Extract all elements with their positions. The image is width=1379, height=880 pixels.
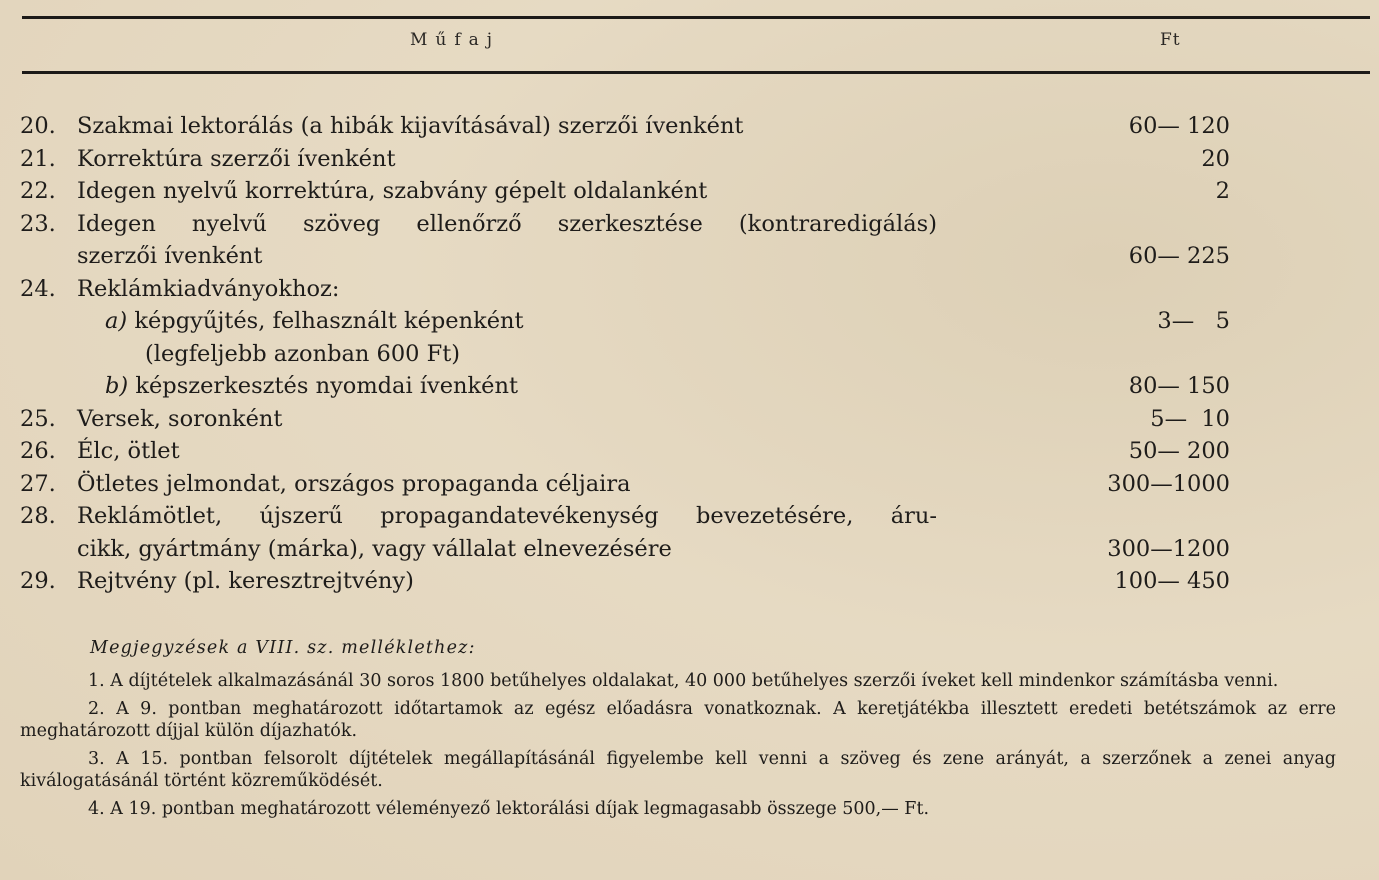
row-description: Élc, ötlet [77, 438, 180, 464]
table-row [20, 468, 1230, 501]
row-description: Reklámötlet, újszerű propagandatevékenység bevezetésére, áru- cikk, gyártmány (márka), vagy vállalat elnevezésére [77, 503, 937, 562]
sub-item-letter: b) [105, 373, 129, 399]
notes-section [20, 638, 1336, 826]
row-description: Reklámkiadványokhoz: [77, 275, 340, 302]
row-number: 22. [20, 178, 56, 204]
note-paragraph: 2. A 9. pontban meghatározott időtartamok az egész előadásra vonatkoznak. A keretjátékba illesztett eredeti betétszámok az erre meghatározott díjjal külön díjazhatók. [20, 699, 1336, 741]
row-price: 300—1200 [1107, 535, 1230, 562]
table-subrow [20, 370, 1230, 403]
table-row [20, 175, 1230, 208]
table-row [20, 143, 1230, 176]
row-price: 60— 225 [1128, 243, 1230, 269]
table-row [20, 435, 1230, 468]
table-subrow [20, 305, 1230, 370]
row-price: 80— 150 [1128, 373, 1230, 399]
genre-column-header: Műfaj [410, 30, 501, 50]
row-price: 50— 200 [1128, 438, 1230, 464]
note-paragraph: 3. A 15. pontban felsorolt díjtételek megállapításánál figyelembe kell venni a szöveg és zene arányát, a szerzőnek a zenei anyag kiválogatásánál történt közreműködését. [20, 749, 1336, 791]
table-row [20, 565, 1230, 598]
row-number: 27. [20, 470, 56, 497]
row-price: 3— 5 [1157, 308, 1230, 334]
row-price: 300—1000 [1107, 470, 1230, 497]
row-price: 100— 450 [1114, 568, 1230, 594]
notes-title: Megjegyzések a VIII. sz. melléklethez: [90, 638, 476, 658]
row-number: 29. [20, 568, 56, 594]
row-description: Idegen nyelvű szöveg ellenőrző szerkesztése (kontraredigálás) szerzői ívenként [77, 210, 937, 269]
header-rule [22, 71, 1370, 74]
ft-column-header: Ft [1160, 30, 1181, 50]
row-description: a) képgyűjtés, felhasznált képenként (legfeljebb azonban 600 Ft) [105, 308, 524, 367]
table-row [20, 403, 1230, 436]
row-description: Versek, soronként [77, 405, 283, 432]
row-price: 2 [1215, 178, 1230, 204]
table-row [20, 110, 1230, 143]
note-paragraph: 1. A díjtételek alkalmazásánál 30 soros 1800 betűhelyes oldalakat, 40 000 betűhelyes szerzői íveket kell mindenkor számításba venni. [88, 671, 1279, 691]
row-number: 23. [20, 210, 56, 237]
row-number: 21. [20, 145, 56, 172]
note-paragraph: 4. A 19. pontban meghatározott véleményező lektorálási díjak legmagasabb összege 500,— Ft. [88, 799, 930, 819]
table-row [20, 208, 1230, 273]
row-description: b) képszerkesztés nyomdai ívenként [105, 373, 519, 399]
row-number: 28. [20, 503, 56, 529]
row-number: 24. [20, 275, 56, 302]
row-price: 20 [1201, 145, 1230, 172]
table-row [20, 500, 1230, 565]
fee-table [20, 110, 1230, 598]
row-description: Rejtvény (pl. keresztrejtvény) [77, 568, 414, 594]
row-description: Ötletes jelmondat, országos propaganda céljaira [77, 470, 631, 497]
row-number: 26. [20, 438, 56, 464]
table-row [20, 273, 1230, 306]
row-description: Korrektúra szerzői ívenként [77, 145, 396, 172]
top-rule [22, 16, 1370, 19]
row-price: 60— 120 [1128, 113, 1230, 139]
row-number: 20. [20, 113, 56, 139]
sub-item-letter: a) [105, 308, 128, 334]
row-price: 5— 10 [1150, 405, 1230, 432]
row-description: Idegen nyelvű korrektúra, szabvány gépelt oldalanként [77, 178, 708, 204]
row-number: 25. [20, 405, 56, 432]
row-description: Szakmai lektorálás (a hibák kijavításával) szerzői ívenként [77, 113, 744, 139]
